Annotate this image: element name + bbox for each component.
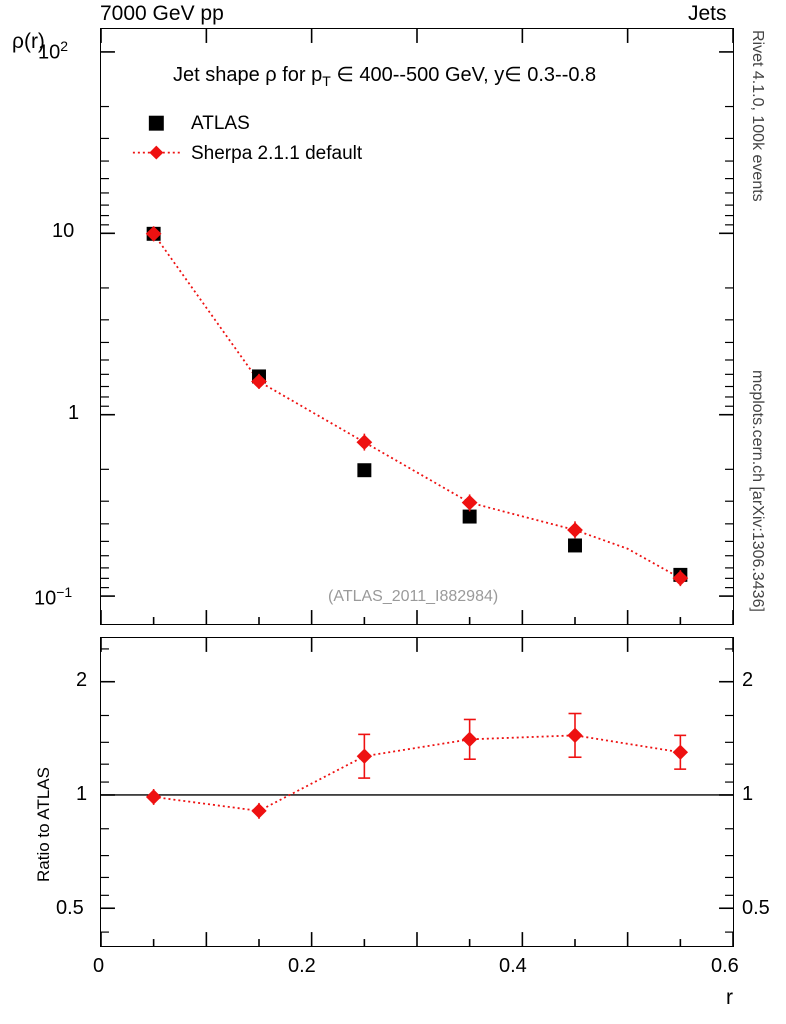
legend-label-atlas: ATLAS: [191, 113, 250, 134]
plot-title: [173, 62, 596, 89]
ratio-plot-canvas: [101, 638, 733, 946]
xtick-label-0p2: 0.2: [288, 955, 316, 977]
legend-marker-sherpa: [133, 146, 181, 160]
ratio-ytick-label-1-left: 1: [76, 783, 88, 805]
legend-marker-atlas: [149, 116, 164, 131]
series-points-atlas: [147, 227, 688, 582]
ratio-series-points: [147, 714, 688, 819]
header-left-label: 7000 GeV pp: [100, 2, 224, 25]
main-plot-panel: [100, 28, 734, 625]
plot-title-rest: ∈ 400--500 GeV, y∈ 0.3--0.8: [330, 64, 597, 86]
main-ytick-label-1: 1: [68, 402, 80, 424]
main-ytick-label-10: 10: [52, 220, 75, 242]
ratio-ytick-label-1-right: 1: [742, 783, 754, 805]
main-y-axis-label: ρ(r): [12, 30, 45, 53]
xtick-label-0: 0: [93, 955, 105, 977]
analysis-id-watermark: (ATLAS_2011_I882984): [328, 588, 499, 605]
y-axis-minor-ticks: [101, 107, 733, 588]
main-ytick-label-100: $10^2$: [38, 38, 69, 64]
x-axis-label: r: [726, 986, 733, 1009]
series-line-sherpa: [154, 234, 681, 578]
ratio-y-minor-ticks: [101, 649, 733, 932]
ratio-ytick-label-2-left: 2: [76, 669, 88, 691]
ratio-x-ticks: [101, 638, 733, 946]
y-axis-major-ticks-right: [719, 52, 733, 596]
main-ytick-label-0p1: $10^{-1}$: [34, 584, 73, 610]
ratio-ytick-label-0p5-right: 0.5: [742, 897, 770, 919]
rivet-version-label: Rivet 4.1.0, 100k events: [749, 30, 766, 202]
ratio-y-axis-label: Ratio to ATLAS: [34, 767, 53, 882]
plot-title-main: Jet shape ρ for p: [173, 64, 323, 86]
mcplots-reference-label: mcplots.cern.ch [arXiv:1306.3436]: [749, 370, 766, 612]
x-axis-ticks-main-top: [101, 29, 733, 43]
ratio-ytick-label-2-right: 2: [742, 669, 754, 691]
series-points-sherpa: [146, 226, 687, 586]
xtick-label-0p6: 0.6: [711, 955, 739, 977]
header-right-label: Jets: [688, 2, 727, 25]
legend-label-sherpa: Sherpa 2.1.1 default: [191, 143, 363, 164]
ratio-plot-panel: [100, 637, 734, 947]
x-axis-ticks-main: [101, 610, 733, 624]
xtick-label-0p4: 0.4: [499, 955, 527, 977]
y-axis-major-ticks-left: [101, 52, 115, 596]
plot-title-subscript: T: [322, 73, 331, 89]
ratio-series-line: [154, 735, 681, 811]
ratio-ytick-label-0p5-left: 0.5: [56, 897, 84, 919]
